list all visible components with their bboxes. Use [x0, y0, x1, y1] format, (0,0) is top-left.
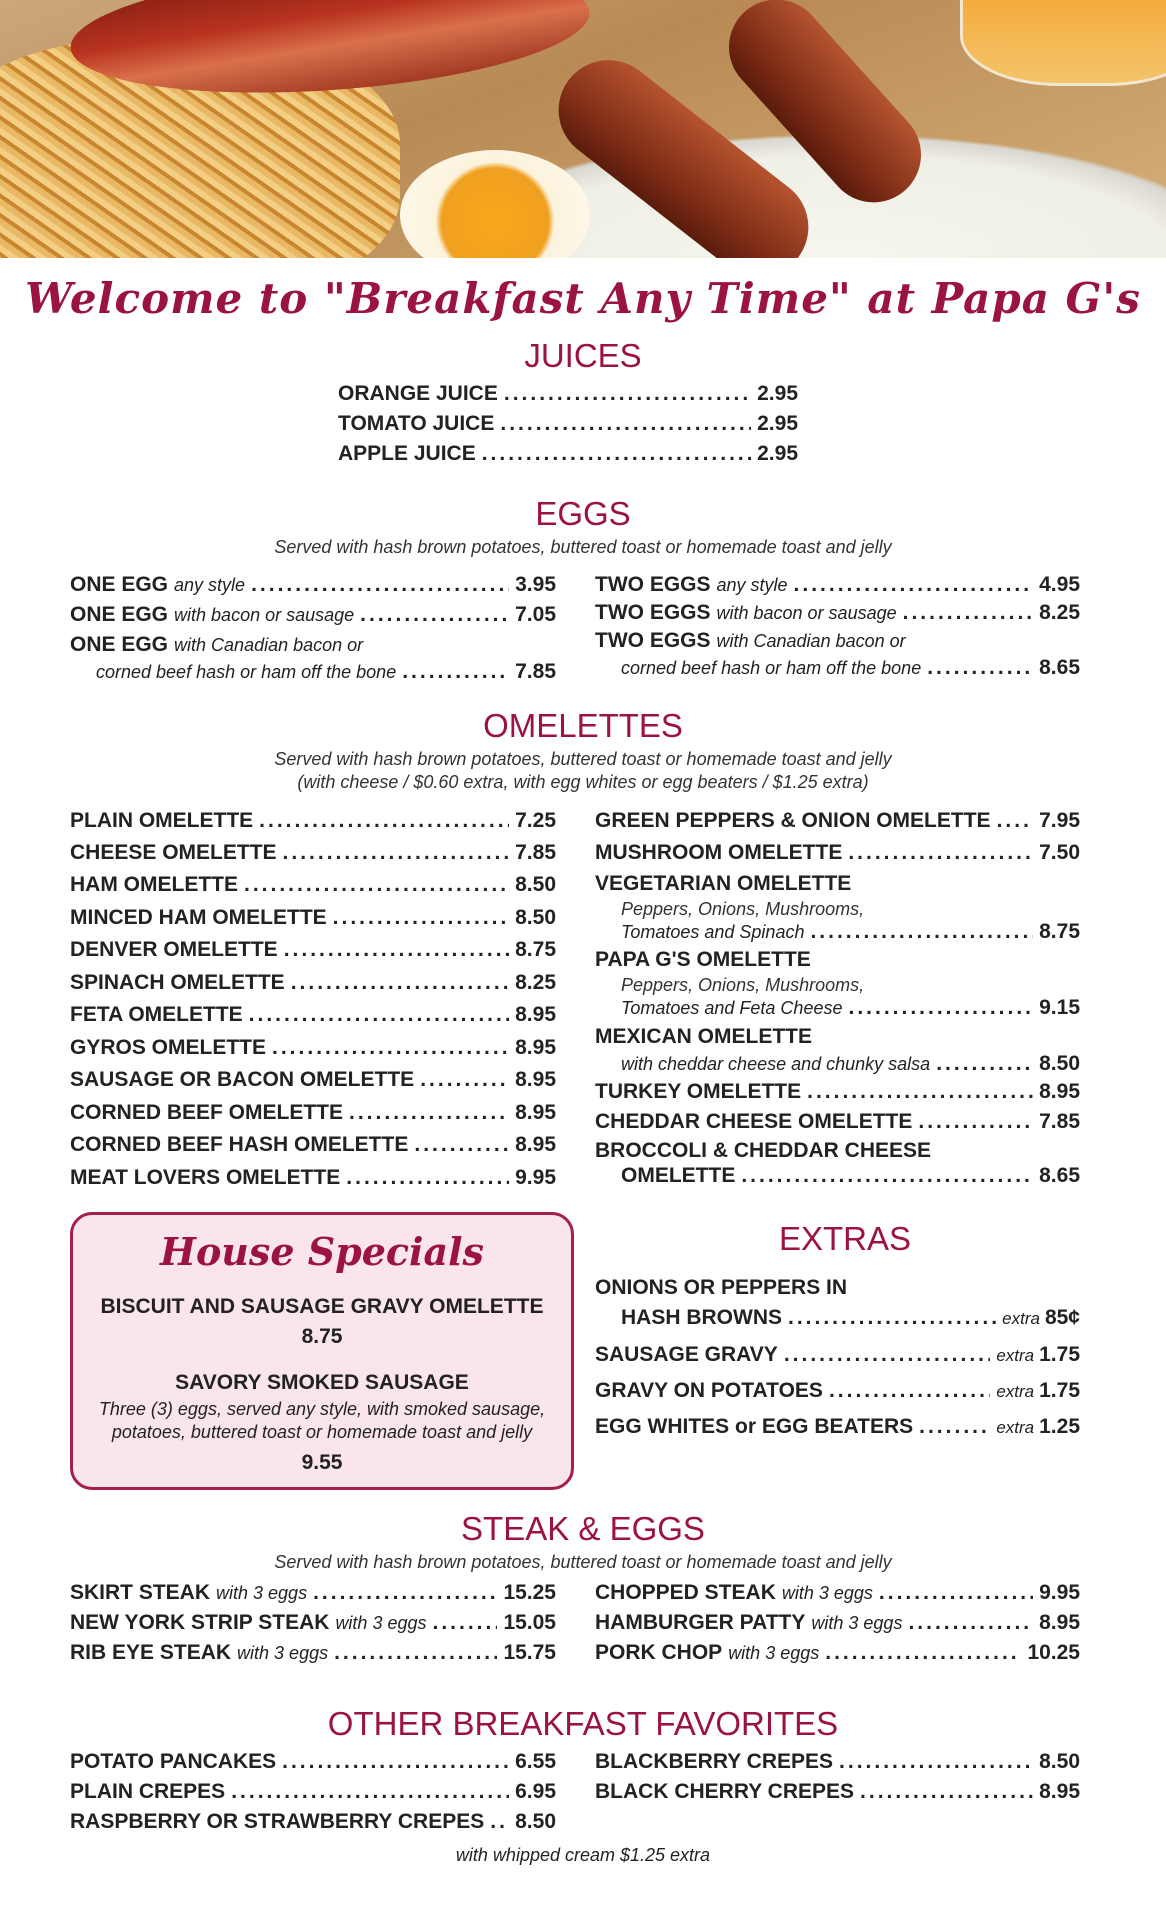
item-desc: with 3 eggs: [781, 1583, 873, 1603]
item-price: 7.50: [1039, 841, 1080, 864]
extra-label: extra: [996, 1382, 1035, 1401]
item-name: CHEDDAR CHEESE OMELETTE: [595, 1110, 913, 1133]
menu-item: [70, 1036, 556, 1060]
extra-label: extra: [996, 1418, 1035, 1437]
menu-item: [595, 1343, 1080, 1367]
item-name: CHEESE OMELETTE: [70, 841, 277, 864]
menu-item: [70, 938, 556, 962]
item-name: ONIONS OR PEPPERS IN: [595, 1276, 848, 1299]
item-price: 8.95: [515, 1101, 556, 1124]
item-name: ONE EGG: [70, 573, 169, 596]
item-name: MUSHROOM OMELETTE: [595, 841, 843, 864]
menu-item: [595, 1139, 1080, 1163]
steak-heading: STEAK & EGGS: [461, 1510, 705, 1547]
menu-item: [595, 948, 1080, 972]
item-price: 6.55: [515, 1750, 556, 1773]
item-price: 10.25: [1027, 1641, 1080, 1664]
item-name: GRAVY ON POTATOES: [595, 1379, 823, 1402]
item-price: 15.25: [503, 1581, 556, 1604]
item-desc: any style: [174, 575, 246, 595]
menu-item: [70, 1810, 556, 1834]
item-desc: any style: [716, 575, 788, 595]
menu-item: [595, 629, 1080, 653]
item-desc: Peppers, Onions, Mushrooms,: [621, 899, 865, 919]
item-price: 6.95: [515, 1780, 556, 1803]
item-name: GREEN PEPPERS & ONION OMELETTE: [595, 809, 991, 832]
menu-item: [595, 1379, 1080, 1403]
item-price: 9.95: [515, 1166, 556, 1189]
menu-item: [70, 1611, 556, 1635]
menu-item: [70, 1641, 556, 1665]
item-price: 8.25: [1039, 601, 1080, 624]
item-name: HASH BROWNS: [621, 1306, 782, 1329]
item-price: 2.95: [757, 442, 798, 465]
item-price: 2.95: [757, 412, 798, 435]
item-price: 7.85: [515, 660, 556, 683]
breakfast-photo: [0, 0, 1166, 258]
menu-item: [70, 1750, 556, 1774]
item-desc: with 3 eggs: [335, 1613, 427, 1633]
item-price: 8.95: [1039, 1611, 1080, 1634]
item-name: CORNED BEEF HASH OMELETTE: [70, 1133, 409, 1156]
eggs-heading: EGGS: [535, 495, 631, 532]
menu-item-continued: [621, 920, 1080, 944]
item-name: APPLE JUICE: [338, 442, 476, 465]
item-name: BLACK CHERRY CREPES: [595, 1780, 855, 1803]
menu-item: [70, 603, 556, 627]
item-price: 8.75: [515, 938, 556, 961]
item-price: 3.95: [515, 573, 556, 596]
item-name: TOMATO JUICE: [338, 412, 495, 435]
special-desc: Three (3) eggs, served any style, with smoked sausage,: [98, 1399, 546, 1419]
item-name: RASPBERRY OR STRAWBERRY CREPES: [70, 1810, 485, 1833]
item-name: POTATO PANCAKES: [70, 1750, 277, 1773]
menu-item: [70, 1166, 556, 1190]
menu-item-continued: [621, 1164, 1080, 1188]
item-price: 8.95: [515, 1133, 556, 1156]
item-desc: Peppers, Onions, Mushrooms,: [621, 975, 865, 995]
item-name: PLAIN CREPES: [70, 1780, 226, 1803]
item-name: GYROS OMELETTE: [70, 1036, 267, 1059]
item-price: 7.95: [1039, 809, 1080, 832]
item-price: 7.85: [1039, 1110, 1080, 1133]
menu-item: [70, 1581, 556, 1605]
menu-item: [70, 1780, 556, 1804]
item-price: 15.05: [503, 1611, 556, 1634]
item-name: MEAT LOVERS OMELETTE: [70, 1166, 341, 1189]
other-heading: OTHER BREAKFAST FAVORITES: [327, 1705, 839, 1742]
menu-item: [595, 809, 1080, 833]
item-name: TWO EGGS: [595, 573, 711, 596]
item-price: 8.50: [1039, 1052, 1080, 1075]
juice-glass-shape: [960, 0, 1166, 86]
menu-item: [595, 872, 1080, 896]
item-price: 8.95: [515, 1003, 556, 1026]
item-desc: with bacon or sausage: [174, 605, 355, 625]
menu-item: [70, 1003, 556, 1027]
item-name: CORNED BEEF OMELETTE: [70, 1101, 344, 1124]
house-specials-box: [70, 1212, 574, 1490]
item-desc: with 3 eggs: [237, 1643, 329, 1663]
item-price: 9.15: [1039, 996, 1080, 1019]
omelettes-subtitle: Served with hash brown potatoes, buttered toast or homemade toast and jelly: [274, 749, 892, 769]
item-name: MEXICAN OMELETTE: [595, 1025, 813, 1048]
item-name: SPINACH OMELETTE: [70, 971, 285, 994]
special-price: 8.75: [301, 1325, 343, 1348]
omelettes-subtitle-extra: (with cheese / $0.60 extra, with egg whites or egg beaters / $1.25 extra): [297, 772, 869, 792]
menu-item: [595, 601, 1080, 625]
item-price: 1.75: [1039, 1343, 1080, 1366]
menu-item: [70, 1068, 556, 1092]
item-desc: corned beef hash or ham off the bone: [96, 662, 397, 682]
extra-label: extra: [1002, 1309, 1040, 1328]
steak-subtitle: Served with hash brown potatoes, buttered toast or homemade toast and jelly: [274, 1552, 892, 1572]
menu-item: [70, 633, 556, 657]
item-desc: corned beef hash or ham off the bone: [621, 658, 922, 678]
item-name: SAUSAGE GRAVY: [595, 1343, 778, 1366]
menu-item: [595, 1080, 1080, 1104]
item-price: 8.50: [515, 873, 556, 896]
item-desc: Tomatoes and Spinach: [621, 922, 805, 942]
menu-item: [595, 1641, 1080, 1665]
item-name: RIB EYE STEAK: [70, 1641, 232, 1664]
extras-heading: EXTRAS: [778, 1220, 912, 1257]
menu-item: [70, 971, 556, 995]
item-name: PAPA G'S OMELETTE: [595, 948, 811, 971]
fried-egg-shape: [400, 150, 590, 258]
item-price: 8.50: [515, 906, 556, 929]
item-name: PLAIN OMELETTE: [70, 809, 254, 832]
item-price: 8.50: [1039, 1750, 1080, 1773]
menu-item: [595, 1276, 1080, 1300]
item-name: ONE EGG: [70, 633, 169, 656]
item-price: 7.25: [515, 809, 556, 832]
item-desc: with 3 eggs: [811, 1613, 903, 1633]
item-name: SKIRT STEAK: [70, 1581, 211, 1604]
menu-item-continued: [621, 996, 1080, 1020]
menu-item: [595, 573, 1080, 597]
item-desc: with Canadian bacon or: [174, 635, 364, 655]
item-name: FETA OMELETTE: [70, 1003, 243, 1026]
menu-item: [70, 841, 556, 865]
menu-item: [595, 1110, 1080, 1134]
item-desc: with 3 eggs: [728, 1643, 820, 1663]
item-name: VEGETARIAN OMELETTE: [595, 872, 852, 895]
item-name: EGG WHITES or EGG BEATERS: [595, 1415, 914, 1438]
item-name: MINCED HAM OMELETTE: [70, 906, 327, 929]
item-desc: Tomatoes and Feta Cheese: [621, 998, 843, 1018]
extra-label: extra: [996, 1346, 1035, 1365]
menu-item: [70, 1133, 556, 1157]
menu-item: [595, 1415, 1080, 1439]
item-price: 8.75: [1039, 920, 1080, 943]
item-price: 8.95: [515, 1068, 556, 1091]
item-desc: with 3 eggs: [216, 1583, 308, 1603]
menu-item: [70, 573, 556, 597]
item-price: 2.95: [757, 382, 798, 405]
item-name: NEW YORK STRIP STEAK: [70, 1611, 330, 1634]
item-name: BROCCOLI & CHEDDAR CHEESE: [595, 1139, 932, 1162]
menu-item: [70, 873, 556, 897]
item-price: 8.65: [1039, 1164, 1080, 1187]
menu-item-continued: [621, 1052, 1080, 1076]
menu-item: [595, 1780, 1080, 1804]
menu-item-continued: [96, 660, 556, 684]
item-price: 8.25: [515, 971, 556, 994]
menu-item: [338, 382, 798, 406]
house-specials-heading: House Specials: [160, 1229, 484, 1274]
menu-item: [338, 442, 798, 466]
item-price: 85¢: [1044, 1306, 1080, 1329]
item-price: 9.95: [1039, 1581, 1080, 1604]
item-name: HAM OMELETTE: [70, 873, 238, 896]
item-name: BLACKBERRY CREPES: [595, 1750, 834, 1773]
item-price: 15.75: [503, 1641, 556, 1664]
menu-item: [595, 841, 1080, 865]
item-price: 8.95: [515, 1036, 556, 1059]
item-desc: with cheddar cheese and chunky salsa: [621, 1054, 931, 1074]
item-price: 1.75: [1039, 1379, 1080, 1402]
item-price: 8.65: [1039, 656, 1080, 679]
menu-item: [70, 1101, 556, 1125]
item-name: SAUSAGE OR BACON OMELETTE: [70, 1068, 415, 1091]
eggs-subtitle: Served with hash brown potatoes, buttered toast or homemade toast and jelly: [274, 537, 892, 557]
item-name: TWO EGGS: [595, 629, 711, 652]
item-name: DENVER OMELETTE: [70, 938, 278, 961]
item-price: 4.95: [1039, 573, 1080, 596]
item-name: CHOPPED STEAK: [595, 1581, 776, 1604]
item-price: 1.25: [1039, 1415, 1080, 1438]
special-price: 9.55: [301, 1451, 343, 1474]
menu-item: [70, 906, 556, 930]
menu-item: [595, 1025, 1080, 1049]
menu-item: [70, 809, 556, 833]
menu-item: [338, 412, 798, 436]
item-name: TURKEY OMELETTE: [595, 1080, 802, 1103]
item-name: TWO EGGS: [595, 601, 711, 624]
footnote: with whipped cream $1.25 extra: [455, 1845, 711, 1865]
item-name: ONE EGG: [70, 603, 169, 626]
menu-item: [595, 1750, 1080, 1774]
menu-item: [595, 1611, 1080, 1635]
special-desc: potatoes, buttered toast or homemade toast and jelly: [111, 1422, 533, 1442]
item-price: 7.05: [515, 603, 556, 626]
item-desc: with Canadian bacon or: [716, 631, 906, 651]
menu-item: [595, 1581, 1080, 1605]
item-name: HAMBURGER PATTY: [595, 1611, 806, 1634]
item-name: OMELETTE: [621, 1164, 736, 1187]
juices-heading: JUICES: [524, 337, 642, 374]
item-price: 8.50: [515, 1810, 556, 1833]
item-price: 8.95: [1039, 1780, 1080, 1803]
item-price: 8.95: [1039, 1080, 1080, 1103]
menu-item-continued: [621, 656, 1080, 680]
item-price: 7.85: [515, 841, 556, 864]
special-name: SAVORY SMOKED SAUSAGE: [175, 1371, 469, 1394]
item-name: ORANGE JUICE: [338, 382, 498, 405]
special-name: BISCUIT AND SAUSAGE GRAVY OMELETTE: [100, 1295, 544, 1318]
omelettes-heading: OMELETTES: [483, 707, 683, 744]
menu-title: Welcome to "Breakfast Any Time" at Papa G's: [25, 274, 1141, 323]
item-name: PORK CHOP: [595, 1641, 723, 1664]
item-desc: with bacon or sausage: [716, 603, 897, 623]
menu-item-continued: [621, 1306, 1080, 1330]
